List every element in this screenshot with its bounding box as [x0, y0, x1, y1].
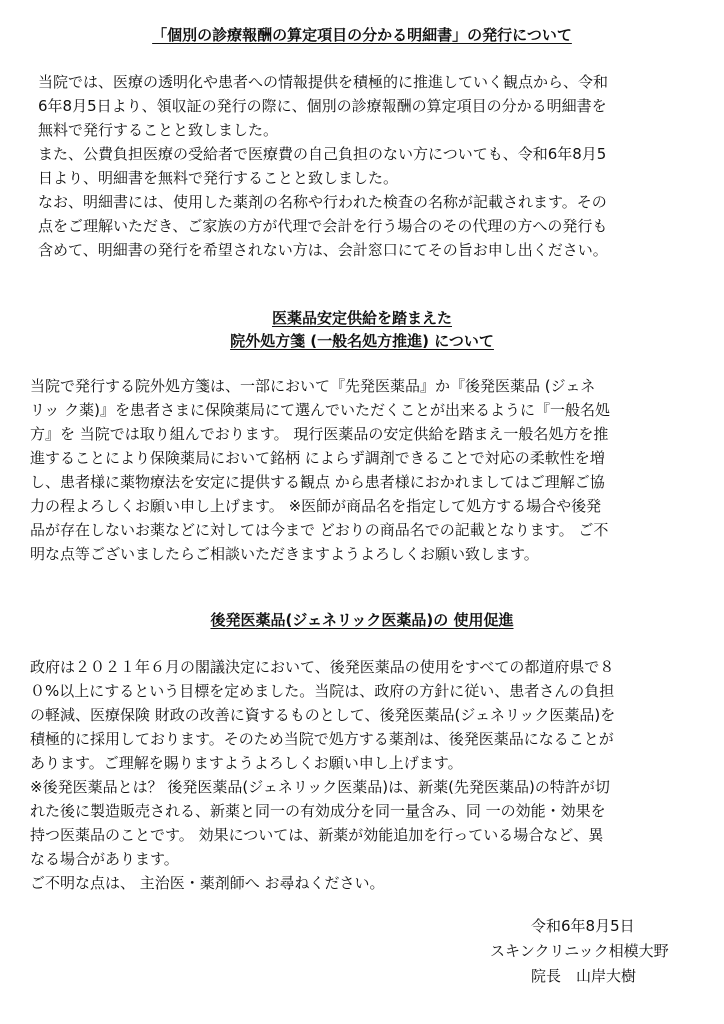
body-line: 積極的に採用しております。そのため当院で処方する薬剤は、後発医薬品になることが: [30, 730, 614, 748]
body-line: 進することにより保険薬局において銘柄 によらず調剤できることで対応の柔軟性を増: [30, 449, 605, 467]
section1-title: 「個別の診療報酬の算定項目の分かる明細書」の発行について: [152, 26, 572, 44]
body-line: 6年8月5日より、領収証の発行の際に、個別の診療報酬の算定項目の分かる明細書を: [38, 97, 607, 115]
body-line: なお、明細書には、使用した薬剤の名称や行われた検査の名称が記載されます。その: [38, 193, 607, 211]
body-line: あります。ご理解を賜りますようよろしくお願い申し上げます。: [30, 754, 463, 772]
body-line: ※後発医薬品とは？ 後発医薬品(ジェネリック医薬品)は、新薬(先発医薬品)の特許が切: [30, 778, 610, 796]
body-line: 無料で発行することと致しました。: [38, 121, 279, 139]
body-line: 当院では、医療の透明化や患者への情報提供を積極的に推進していく観点から、令和: [38, 73, 609, 91]
section3-title: 後発医薬品(ジェネリック医薬品)の 使用促進: [210, 611, 514, 629]
body-line: 点をご理解いただき、ご家族の方が代理で会計を行う場合のその代理の方への発行も: [38, 217, 608, 235]
section2-body: [30, 374, 610, 566]
body-line: 持つ医薬品のことです。 効果については、新薬が効能追加を行っている場合など、異: [30, 826, 604, 844]
body-line: ０%以上にするという目標を定めました。当院は、政府の方針に従い、患者さんの負担: [30, 682, 615, 700]
body-line: ご不明な点は、 主治医・薬剤師へ お尋ねください。: [30, 874, 385, 892]
signature-director: 院長 山岸大樹: [531, 967, 637, 985]
body-line: 政府は２０２１年６月の閣議決定において、後発医薬品の使用をすべての都道府県で８: [30, 658, 615, 676]
body-line: 力の程よろしくお願い申し上げます。 ※医師が商品名を指定して処方する場合や後発: [30, 497, 602, 515]
body-line: 日より、明細書を無料で発行することと致しました。: [38, 169, 399, 187]
body-line: また、公費負担医療の受給者で医療費の自己負担のない方についても、令和6年8月5: [38, 145, 607, 163]
body-line: 品が存在しないお薬などに対しては今まで どおりの商品名での記載となります。 ご不: [30, 521, 609, 539]
section2-title-line1: 医薬品安定供給を踏まえた: [271, 309, 452, 327]
body-line: 当院で発行する院外処方箋は、一部において『先発医薬品』か『後発医薬品 (ジェネ: [30, 377, 596, 395]
section2-title-line2: 院外処方箋 (一般名処方推進) について: [230, 332, 494, 350]
body-line: 方』を 当院では取り組んでおります。 現行医薬品の安定供給を踏まえ一般名処方を推: [30, 425, 609, 443]
body-line: リッ ク薬)』を患者さまに保険薬局にて選んでいただくことが出来るように『一般名処: [30, 401, 611, 419]
body-line: の軽減、医療保険 財政の改善に資するものとして、後発医薬品(ジェネリック医薬品)を: [30, 706, 616, 724]
body-line: 明な点等ございましたらご相談いただきますようよろしくお願い致します。: [30, 545, 539, 563]
body-line: なる場合があります。: [30, 850, 179, 868]
signature-date: 令和6年8月5日: [531, 917, 635, 935]
body-line: 含めて、明細書の発行を希望されない方は、会計窓口にてその旨お申し出ください。: [38, 241, 608, 259]
signature-clinic: スキンクリニック相模大野: [490, 942, 669, 960]
body-line: れた後に製造販売される、新薬と同一の有効成分を同一量含み、同 一の効能・効果を: [30, 802, 606, 820]
body-line: し、患者様に薬物療法を安定に提供する観点 から患者様におかれましてはご理解ご協: [30, 473, 605, 491]
section3-body: [30, 655, 615, 895]
section1-body: [38, 70, 608, 262]
